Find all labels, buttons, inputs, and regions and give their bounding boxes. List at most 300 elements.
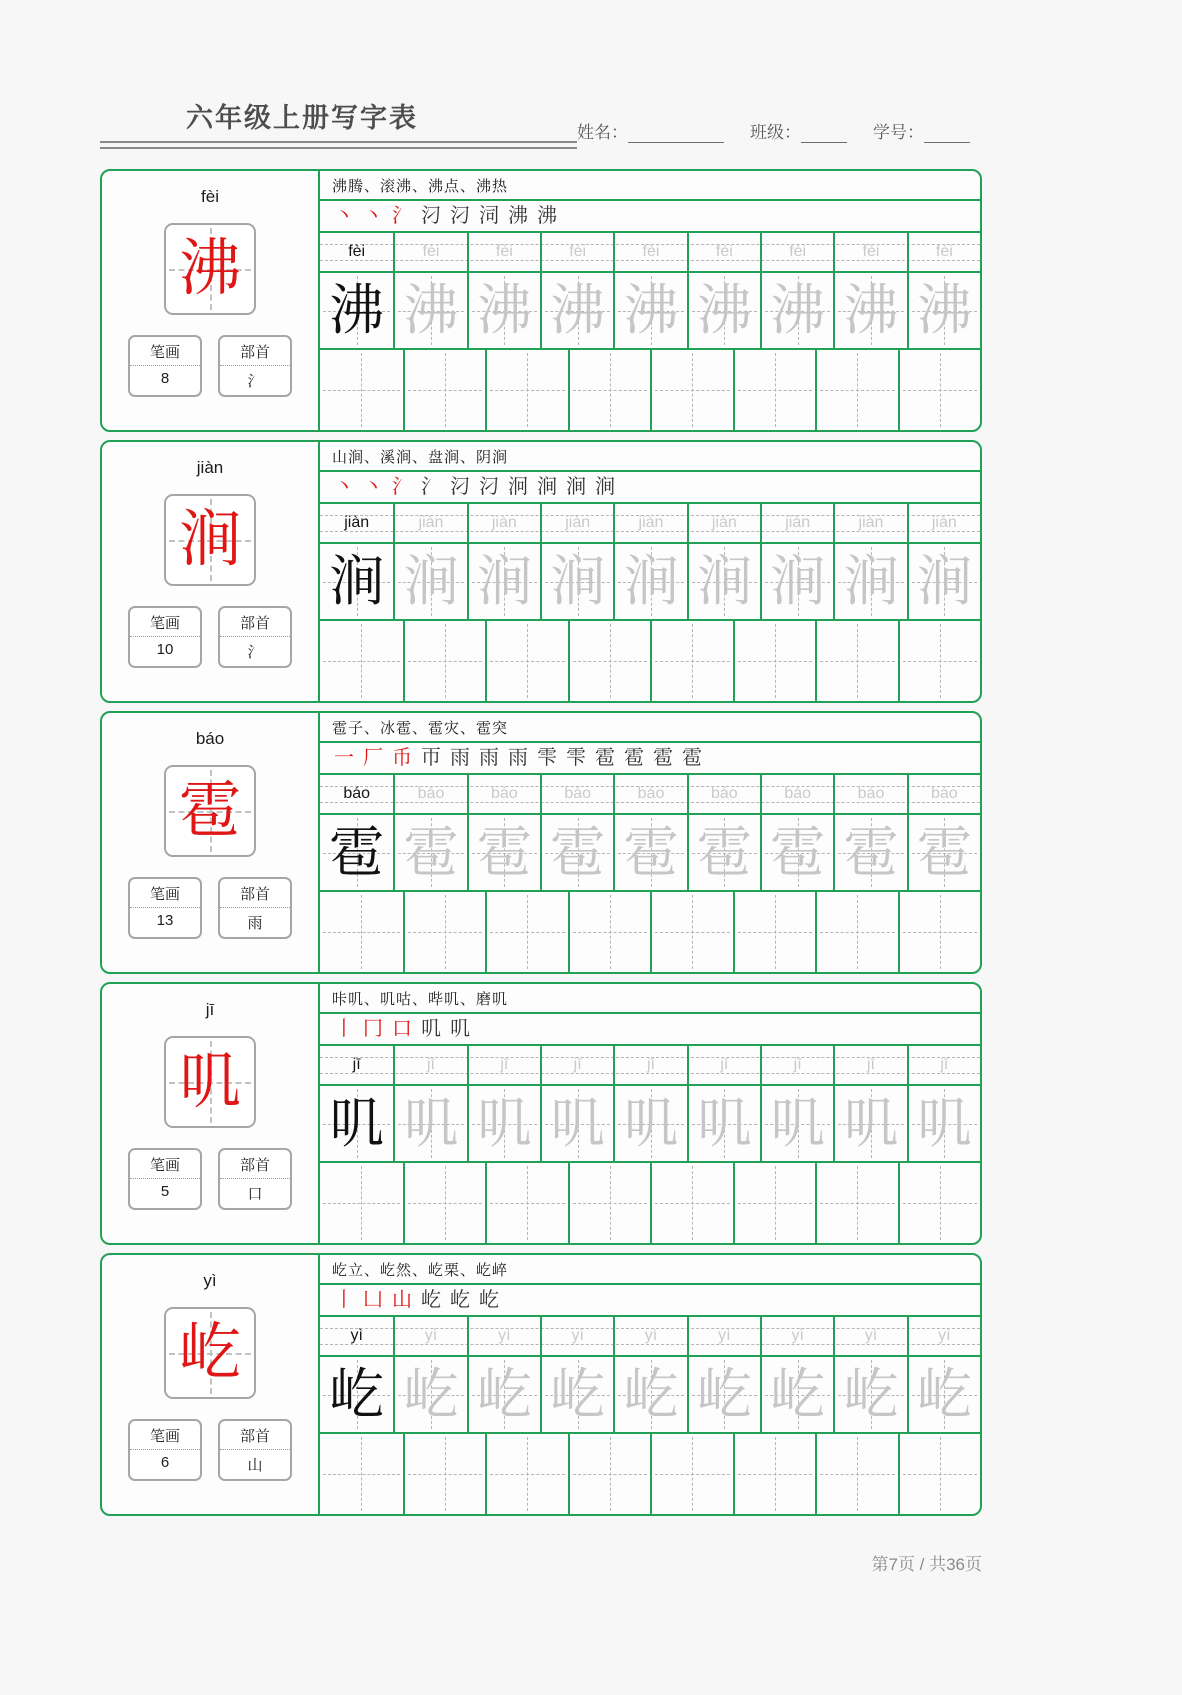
model-character: 涧 xyxy=(178,506,241,574)
student-id-fields xyxy=(577,118,970,149)
blank-practice-cell xyxy=(320,350,403,430)
character-practice-cell xyxy=(760,1357,833,1432)
blank-practice-cell xyxy=(403,350,486,430)
pinyin-label: jī xyxy=(205,1000,215,1019)
character-model-cell xyxy=(320,273,393,348)
stroke-order-step: 雹 xyxy=(595,747,615,769)
section-left-panel xyxy=(102,442,320,701)
radical-value: 氵 xyxy=(247,644,263,661)
example-words-row xyxy=(320,442,980,472)
pinyin-practice-cell: yì xyxy=(540,1317,613,1355)
character-practice-cell xyxy=(467,815,540,890)
model-character: 屹 xyxy=(178,1319,241,1387)
title-block xyxy=(100,96,577,149)
blank-practice-cell xyxy=(733,1434,816,1514)
character-practice-cell xyxy=(540,273,613,348)
pinyin-practice-row xyxy=(320,775,980,815)
character-practice-cell xyxy=(833,1357,906,1432)
stroke-order-row xyxy=(320,743,980,775)
pinyin-label: fèi xyxy=(201,187,219,206)
practice-character-glyph: 屹 xyxy=(696,1364,752,1425)
practice-character-glyph: 涧 xyxy=(403,551,459,612)
radical-label: 部首 xyxy=(220,337,290,366)
stroke-order-step: 帀 xyxy=(421,747,441,769)
pinyin-model-cell: fèi xyxy=(348,243,366,260)
character-practice-cell xyxy=(393,1357,466,1432)
practice-character-glyph: 雹 xyxy=(843,822,899,883)
pinyin-practice-row xyxy=(320,1317,980,1357)
stroke-count-value: 8 xyxy=(160,370,170,387)
character-practice-cell xyxy=(760,544,833,619)
section-right-panel xyxy=(320,713,980,972)
section-left-panel xyxy=(102,171,320,430)
practice-character-glyph: 雹 xyxy=(550,822,606,883)
pinyin-practice-cell: fèi xyxy=(540,233,613,271)
stroke-count-label: 笔画 xyxy=(130,337,200,366)
character-practice-cell xyxy=(687,1086,760,1161)
stroke-count-label: 笔画 xyxy=(130,1150,200,1179)
practice-character-glyph: 屹 xyxy=(403,1364,459,1425)
practice-character-glyph: 涧 xyxy=(916,551,972,612)
example-words: 雹子、冰雹、雹灾、雹突 xyxy=(332,719,509,737)
character-practice-cell xyxy=(393,815,466,890)
stroke-order-step: 涧 xyxy=(537,476,557,498)
pinyin-practice-cell: jiàn xyxy=(613,504,686,542)
page-number: 第7页 / 共36页 xyxy=(871,1555,982,1574)
blank-practice-cell xyxy=(815,350,898,430)
character-practice-cell xyxy=(540,544,613,619)
character-practice-cell xyxy=(907,1086,980,1161)
blank-practice-cell xyxy=(485,621,568,701)
character-practice-cell xyxy=(393,273,466,348)
model-character: 沸 xyxy=(178,235,241,303)
practice-character-glyph: 雹 xyxy=(403,822,459,883)
stroke-order-step: 雨 xyxy=(508,747,528,769)
name-field-blank xyxy=(628,125,724,143)
practice-character-glyph: 沸 xyxy=(843,280,899,341)
stroke-count-box xyxy=(128,1148,202,1210)
practice-character-glyph: 屹 xyxy=(843,1364,899,1425)
stroke-count-value: 13 xyxy=(156,912,174,929)
blank-practice-cell xyxy=(733,892,816,972)
page-footer xyxy=(100,1550,982,1575)
blank-practice-cell xyxy=(485,1163,568,1243)
stroke-count-label: 笔画 xyxy=(130,1421,200,1450)
stroke-order-step: 丨 xyxy=(334,1289,354,1311)
radical-box xyxy=(218,877,292,939)
character-model-cell xyxy=(320,544,393,619)
practice-character-glyph: 屹 xyxy=(550,1364,606,1425)
stroke-order-step: 泀 xyxy=(479,205,499,227)
radical-label: 部首 xyxy=(220,1150,290,1179)
character-practice-cell xyxy=(687,273,760,348)
pinyin-practice-row xyxy=(320,1046,980,1086)
meta-row xyxy=(128,335,292,397)
class-field-label: 班级： xyxy=(750,123,801,142)
stroke-order-step: 币 xyxy=(392,747,412,769)
practice-character-glyph: 雹 xyxy=(696,822,752,883)
stroke-count-value: 10 xyxy=(156,641,174,658)
practice-character-glyph: 叽 xyxy=(550,1093,606,1154)
pinyin-practice-cell: báo xyxy=(833,775,906,813)
character-practice-cell xyxy=(833,1086,906,1161)
character-practice-cell xyxy=(613,815,686,890)
stroke-order-step: 氵 xyxy=(421,476,441,498)
pinyin-practice-cell: jiàn xyxy=(540,504,613,542)
character-practice-cell xyxy=(833,544,906,619)
character-practice-cell xyxy=(467,1086,540,1161)
stroke-count-box xyxy=(128,1419,202,1481)
page-title: 六年级上册写字表 xyxy=(186,103,418,133)
blank-practice-row xyxy=(320,350,980,430)
stroke-order-step: 涧 xyxy=(566,476,586,498)
blank-practice-cell xyxy=(485,1434,568,1514)
pinyin-practice-cell: yì xyxy=(613,1317,686,1355)
example-words-row xyxy=(320,171,980,201)
practice-character-glyph: 沸 xyxy=(623,280,679,341)
stroke-order-step: 雫 xyxy=(537,747,557,769)
pinyin-practice-cell: fèi xyxy=(760,233,833,271)
stroke-count-box xyxy=(128,877,202,939)
character-practice-cell xyxy=(613,544,686,619)
character-practice-cell xyxy=(393,1086,466,1161)
blank-practice-cell xyxy=(403,1434,486,1514)
page-header xyxy=(100,0,970,149)
pinyin-practice-cell: fèi xyxy=(687,233,760,271)
model-character: 雹 xyxy=(178,777,241,845)
character-model-cell xyxy=(320,1086,393,1161)
section-left-panel xyxy=(102,984,320,1243)
example-words-row xyxy=(320,1255,980,1285)
stroke-order-row xyxy=(320,1014,980,1046)
section-right-panel xyxy=(320,1255,980,1514)
blank-practice-cell xyxy=(733,350,816,430)
character-practice-cell xyxy=(687,1357,760,1432)
radical-value: 山 xyxy=(247,1457,263,1474)
stroke-order-step: 雨 xyxy=(450,747,470,769)
practice-character-glyph: 涧 xyxy=(770,551,826,612)
stroke-order-step: 冂 xyxy=(363,1018,383,1040)
stroke-order-step: 汈 xyxy=(450,205,470,227)
meta-row xyxy=(128,877,292,939)
blank-practice-cell xyxy=(898,1434,981,1514)
practice-character-glyph: 叽 xyxy=(403,1093,459,1154)
practice-character-glyph: 沸 xyxy=(916,280,972,341)
character-section xyxy=(100,711,982,974)
model-char-card xyxy=(164,765,256,857)
pinyin-label: jiàn xyxy=(196,458,224,477)
stroke-order-step: 氵 xyxy=(392,476,412,498)
practice-character-glyph: 屹 xyxy=(623,1364,679,1425)
blank-practice-cell xyxy=(733,621,816,701)
character-practice-cell xyxy=(540,1086,613,1161)
character-practice-row xyxy=(320,1086,980,1163)
stroke-order-step: 汈 xyxy=(479,476,499,498)
stroke-order-step: 口 xyxy=(392,1018,412,1040)
blank-practice-cell xyxy=(320,892,403,972)
model-char-card xyxy=(164,494,256,586)
pinyin-practice-cell: jiàn xyxy=(393,504,466,542)
practice-character-glyph: 叽 xyxy=(476,1093,532,1154)
stroke-order-step: 山 xyxy=(392,1289,412,1311)
name-field-label: 姓名： xyxy=(577,123,628,142)
practice-character-glyph: 雹 xyxy=(916,822,972,883)
stroke-order-row xyxy=(320,201,980,233)
pinyin-practice-cell: jī xyxy=(907,1046,980,1084)
pinyin-model-cell: jī xyxy=(352,1056,361,1073)
pinyin-model-cell: yì xyxy=(350,1327,363,1344)
model-char-card xyxy=(164,1036,256,1128)
model-character-glyph: 沸 xyxy=(329,280,385,341)
example-words: 沸腾、滚沸、沸点、沸热 xyxy=(332,177,509,195)
blank-practice-cell xyxy=(898,1163,981,1243)
blank-practice-cell xyxy=(733,1163,816,1243)
blank-practice-cell xyxy=(815,1434,898,1514)
stroke-order-step: 雹 xyxy=(682,747,702,769)
stroke-order-step: 雨 xyxy=(479,747,499,769)
stroke-order-step: 一 xyxy=(334,747,354,769)
student-number-field-label: 学号： xyxy=(873,123,924,142)
pinyin-practice-cell: yì xyxy=(467,1317,540,1355)
blank-practice-cell xyxy=(898,621,981,701)
radical-box xyxy=(218,335,292,397)
blank-practice-cell xyxy=(650,1163,733,1243)
stroke-order-step: 泂 xyxy=(508,476,528,498)
character-practice-cell xyxy=(760,273,833,348)
name-field xyxy=(577,118,724,143)
practice-character-glyph: 屹 xyxy=(916,1364,972,1425)
stroke-order-step: 屹 xyxy=(479,1289,499,1311)
meta-row xyxy=(128,1419,292,1481)
character-practice-cell xyxy=(833,815,906,890)
stroke-order-step: 沸 xyxy=(508,205,528,227)
blank-practice-cell xyxy=(320,1434,403,1514)
practice-character-glyph: 屹 xyxy=(476,1364,532,1425)
stroke-count-box xyxy=(128,606,202,668)
blank-practice-cell xyxy=(568,621,651,701)
stroke-order-step: 雫 xyxy=(566,747,586,769)
stroke-order-row xyxy=(320,1285,980,1317)
character-practice-cell xyxy=(833,273,906,348)
student-number-field-blank xyxy=(924,125,970,143)
pinyin-practice-cell: báo xyxy=(760,775,833,813)
class-field xyxy=(750,118,847,143)
radical-value: 雨 xyxy=(247,915,263,932)
character-practice-cell xyxy=(907,544,980,619)
student-number-field xyxy=(873,118,970,143)
pinyin-practice-cell: yì xyxy=(760,1317,833,1355)
class-field-blank xyxy=(801,125,847,143)
pinyin-practice-row xyxy=(320,233,980,273)
pinyin-practice-cell: jī xyxy=(613,1046,686,1084)
practice-character-glyph: 叽 xyxy=(623,1093,679,1154)
model-char-card xyxy=(164,223,256,315)
blank-practice-cell xyxy=(650,350,733,430)
blank-practice-cell xyxy=(650,1434,733,1514)
pinyin-label: báo xyxy=(195,729,225,748)
practice-character-glyph: 沸 xyxy=(770,280,826,341)
practice-character-glyph: 沸 xyxy=(476,280,532,341)
practice-character-glyph: 叽 xyxy=(696,1093,752,1154)
blank-practice-cell xyxy=(898,892,981,972)
radical-box xyxy=(218,606,292,668)
character-practice-row xyxy=(320,1357,980,1434)
blank-practice-cell xyxy=(320,621,403,701)
pinyin-practice-cell: báo xyxy=(393,775,466,813)
character-practice-cell xyxy=(467,544,540,619)
pinyin-practice-row xyxy=(320,504,980,544)
stroke-order-step: 厂 xyxy=(363,747,383,769)
pinyin-practice-cell: jī xyxy=(760,1046,833,1084)
stroke-count-label: 笔画 xyxy=(130,608,200,637)
character-practice-cell xyxy=(613,1086,686,1161)
blank-practice-cell xyxy=(650,892,733,972)
pinyin-practice-cell: jī xyxy=(687,1046,760,1084)
radical-value: 口 xyxy=(247,1186,263,1203)
blank-practice-row xyxy=(320,1163,980,1243)
practice-character-glyph: 涧 xyxy=(623,551,679,612)
pinyin-practice-cell: fèi xyxy=(393,233,466,271)
section-right-panel xyxy=(320,442,980,701)
example-words: 屹立、屹然、屹栗、屹崪 xyxy=(332,1261,509,1279)
practice-character-glyph: 涧 xyxy=(476,551,532,612)
blank-practice-cell xyxy=(815,621,898,701)
character-practice-cell xyxy=(467,273,540,348)
blank-practice-cell xyxy=(403,1163,486,1243)
pinyin-practice-cell: fèi xyxy=(467,233,540,271)
practice-character-glyph: 雹 xyxy=(623,822,679,883)
model-character-glyph: 雹 xyxy=(329,822,385,883)
example-words-row xyxy=(320,713,980,743)
character-section xyxy=(100,982,982,1245)
pinyin-practice-cell: jī xyxy=(467,1046,540,1084)
character-practice-cell xyxy=(393,544,466,619)
stroke-order-step: 丶 xyxy=(363,476,383,498)
pinyin-practice-cell: jiàn xyxy=(687,504,760,542)
section-left-panel xyxy=(102,713,320,972)
blank-practice-cell xyxy=(815,892,898,972)
stroke-count-box xyxy=(128,335,202,397)
blank-practice-cell xyxy=(485,350,568,430)
section-right-panel xyxy=(320,984,980,1243)
character-model-cell xyxy=(320,815,393,890)
example-words: 咔叽、叽咕、哔叽、磨叽 xyxy=(332,990,509,1008)
stroke-count-value: 5 xyxy=(160,1183,170,1200)
pinyin-practice-cell: báo xyxy=(613,775,686,813)
stroke-order-step: 涧 xyxy=(595,476,615,498)
stroke-order-step: 丶 xyxy=(363,205,383,227)
pinyin-practice-cell: yì xyxy=(687,1317,760,1355)
stroke-order-step: 丨 xyxy=(334,1018,354,1040)
practice-character-glyph: 沸 xyxy=(550,280,606,341)
radical-label: 部首 xyxy=(220,879,290,908)
stroke-order-step: 叽 xyxy=(421,1018,441,1040)
character-practice-cell xyxy=(687,815,760,890)
blank-practice-cell xyxy=(568,1434,651,1514)
pinyin-practice-cell: yì xyxy=(393,1317,466,1355)
stroke-order-step: 凵 xyxy=(363,1289,383,1311)
radical-box xyxy=(218,1148,292,1210)
stroke-count-label: 笔画 xyxy=(130,879,200,908)
meta-row xyxy=(128,606,292,668)
character-practice-row xyxy=(320,273,980,350)
blank-practice-cell xyxy=(403,621,486,701)
character-practice-cell xyxy=(907,1357,980,1432)
pinyin-practice-cell: báo xyxy=(540,775,613,813)
pinyin-practice-cell: báo xyxy=(907,775,980,813)
blank-practice-cell xyxy=(485,892,568,972)
blank-practice-cell xyxy=(815,1163,898,1243)
practice-character-glyph: 雹 xyxy=(770,822,826,883)
pinyin-practice-cell: jī xyxy=(393,1046,466,1084)
radical-label: 部首 xyxy=(220,608,290,637)
pinyin-practice-cell: báo xyxy=(687,775,760,813)
character-section xyxy=(100,440,982,703)
character-section xyxy=(100,1253,982,1516)
pinyin-practice-cell: jī xyxy=(540,1046,613,1084)
practice-character-glyph: 叽 xyxy=(916,1093,972,1154)
stroke-order-step: 屹 xyxy=(421,1289,441,1311)
character-practice-cell xyxy=(760,1086,833,1161)
meta-row xyxy=(128,1148,292,1210)
stroke-order-step: 汈 xyxy=(450,476,470,498)
character-model-cell xyxy=(320,1357,393,1432)
model-character-glyph: 涧 xyxy=(329,551,385,612)
pinyin-practice-cell: jiàn xyxy=(833,504,906,542)
pinyin-practice-cell: yì xyxy=(833,1317,906,1355)
practice-character-glyph: 雹 xyxy=(476,822,532,883)
character-practice-cell xyxy=(907,273,980,348)
stroke-order-step: 雹 xyxy=(653,747,673,769)
pinyin-practice-cell: jī xyxy=(833,1046,906,1084)
pinyin-practice-cell: yì xyxy=(907,1317,980,1355)
blank-practice-cell xyxy=(568,892,651,972)
blank-practice-row xyxy=(320,621,980,701)
title-underline xyxy=(100,141,577,149)
character-practice-cell xyxy=(907,815,980,890)
model-character: 叽 xyxy=(178,1048,241,1116)
pinyin-practice-cell: fèi xyxy=(613,233,686,271)
practice-character-glyph: 涧 xyxy=(696,551,752,612)
pinyin-practice-cell: fèi xyxy=(833,233,906,271)
pinyin-model-cell: báo xyxy=(343,785,371,802)
practice-character-glyph: 涧 xyxy=(550,551,606,612)
character-practice-row xyxy=(320,544,980,621)
practice-character-glyph: 叽 xyxy=(843,1093,899,1154)
blank-practice-row xyxy=(320,1434,980,1514)
character-practice-row xyxy=(320,815,980,892)
pinyin-practice-cell: jiàn xyxy=(907,504,980,542)
character-practice-cell xyxy=(613,273,686,348)
stroke-count-value: 6 xyxy=(160,1454,170,1471)
practice-character-glyph: 叽 xyxy=(770,1093,826,1154)
stroke-order-step: 丶 xyxy=(334,205,354,227)
pinyin-model-cell: jiàn xyxy=(344,514,370,531)
model-character-glyph: 叽 xyxy=(329,1093,385,1154)
model-char-card xyxy=(164,1307,256,1399)
pinyin-practice-cell: fèi xyxy=(907,233,980,271)
radical-label: 部首 xyxy=(220,1421,290,1450)
practice-character-glyph: 沸 xyxy=(696,280,752,341)
section-left-panel xyxy=(102,1255,320,1514)
radical-box xyxy=(218,1419,292,1481)
practice-character-glyph: 涧 xyxy=(843,551,899,612)
blank-practice-cell xyxy=(403,892,486,972)
blank-practice-cell xyxy=(568,1163,651,1243)
practice-character-glyph: 沸 xyxy=(403,280,459,341)
character-sections xyxy=(100,169,982,1516)
example-words-row xyxy=(320,984,980,1014)
